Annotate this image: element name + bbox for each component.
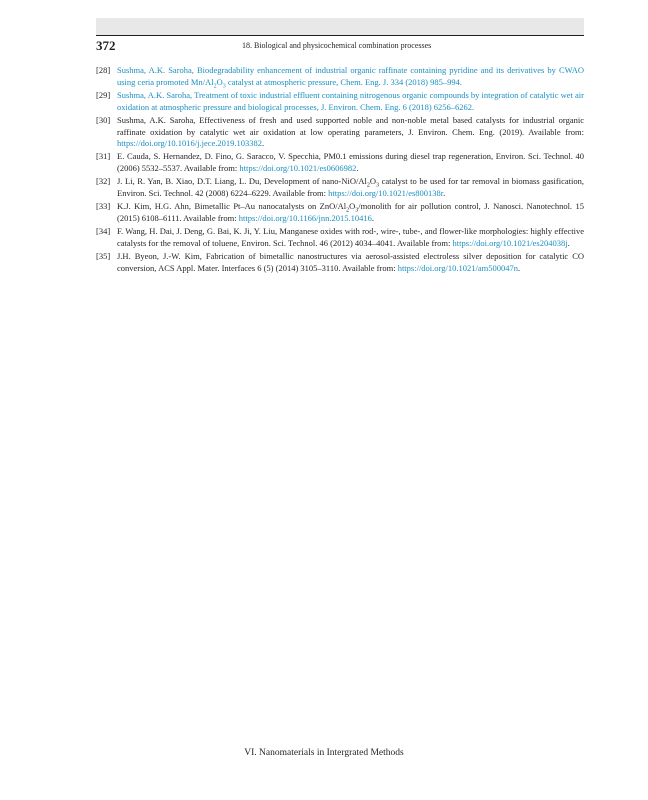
reference-number: [35] [96,250,111,261]
reference-text[interactable]: Sushma, A.K. Saroha, Biodegradability enhancement of industrial organic raffinate containing pyridine and its derivatives by CWAO using ceria promoted $Mn/Al_2O_3$ catalyst at atmospheric pressure, Chem. Eng. J. 334 (2018) 985–994. [117,65,584,90]
reference-text[interactable]: Sushma, A.K. Saroha, Treatment of toxic industrial effluent containing nitrogenous organic compounds by integration of catalytic wet air oxidation at atmospheric pressure and biological processes, J. Environ. Chem. Eng. 6 (2018) 6256–6262. [117,89,584,112]
doi-link[interactable]: https://doi.org/10.1021/es0606982 [239,163,357,174]
subscript: 2 [346,207,350,214]
chapter-title: 18. Biological and physicochemical combination processes [242,41,432,50]
reference-text: F. Wang, H. Dai, J. Deng, G. Bai, K. Ji, Y. Liu, Manganese oxides with rod-, wire-, tube-, and flower-like morphologies: highly effective catalysts for the removal of toluene, Environ. Sci. Technol. 46 (2012) 4034–4041. Available from: https://doi.org/10.1021/es204038j. [117,225,584,248]
subscript: 3 [355,207,359,214]
reference-text: J.H. Byeon, J.-W. Kim, Fabrication of bimetallic nanostructures via aerosol-assisted electroless silver deposition for catalytic CO conversion, ACS Appl. Mater. Interfaces 6 (5) (2014) 3105–3110. Available from: https://doi.org/10.1021/am500047n. [117,250,584,273]
subscript: 3 [222,83,226,90]
reference-number: [30] [96,114,111,125]
reference-number: [28] [96,65,111,75]
doi-link[interactable]: https://doi.org/10.1166/jnn.2015.10416 [238,212,372,223]
subscript: 3 [376,182,380,189]
reference-text: K.J. Kim, H.G. Ahn, Bimetallic Pt–Au nanocatalysts on ZnO/$Al_2O_3$/monolith for air pollution control, J. Nanosci. Nanotechnol. 15 (2015) 6108–6111. Available from: https://doi.org/10.1166/jnn.2015.10416. [117,200,584,223]
reference-item [96,201,584,225]
doi-link[interactable]: https://doi.org/10.1016/j.jece.2019.103382 [117,138,263,149]
reference-item [96,151,584,175]
running-header [96,35,584,54]
doi-link[interactable]: https://doi.org/10.1021/es204038j [452,237,568,248]
reference-list [96,65,584,275]
footer-section-title: VI. Nanomaterials in Intergrated Methods [244,748,404,758]
doi-link[interactable]: https://doi.org/10.1021/es800138r [328,188,444,199]
reference-item [96,176,584,200]
reference-number: [32] [96,176,111,187]
header-bar [96,18,584,35]
reference-item [96,251,584,275]
page-number: 372 [96,38,116,53]
subscript: 2 [213,83,217,90]
doi-link[interactable]: https://doi.org/10.1021/am500047n [397,262,518,273]
reference-number: [34] [96,225,111,236]
reference-number: [29] [96,89,111,100]
reference-number: [33] [96,200,111,211]
reference-item[interactable] [96,90,584,114]
subscript: 2 [366,182,370,189]
reference-number: [31] [96,151,111,162]
reference-item [96,226,584,250]
reference-item [96,115,584,151]
reference-text: Sushma, A.K. Saroha, Effectiveness of fresh and used supported noble and non-noble metal based catalysts for industrial organic raffinate oxidation by catalytic wet air oxidation at low operating parameters, J. Environ. Chem. Eng. (2019). Available from: https://doi.org/10.1016/j.jece.2019.103382. [117,114,584,149]
reference-text: J. Li, R. Yan, B. Xiao, D.T. Liang, L. Du, Development of nano-$NiO/Al_2O_3$ catalyst to be used for tar removal in biomass gasification, Environ. Sci. Technol. 42 (2008) 6224–6229. Available from: https://doi.org/10.1021/es800138r. [117,176,584,199]
reference-text: E. Cauda, S. Hernandez, D. Fino, G. Saracco, V. Specchia, PM0.1 emissions during diesel trap regeneration, Environ. Sci. Technol. 40 (2006) 5532–5537. Available from: https://doi.org/10.1021/es0606982. [117,151,584,174]
reference-item[interactable] [96,65,584,89]
